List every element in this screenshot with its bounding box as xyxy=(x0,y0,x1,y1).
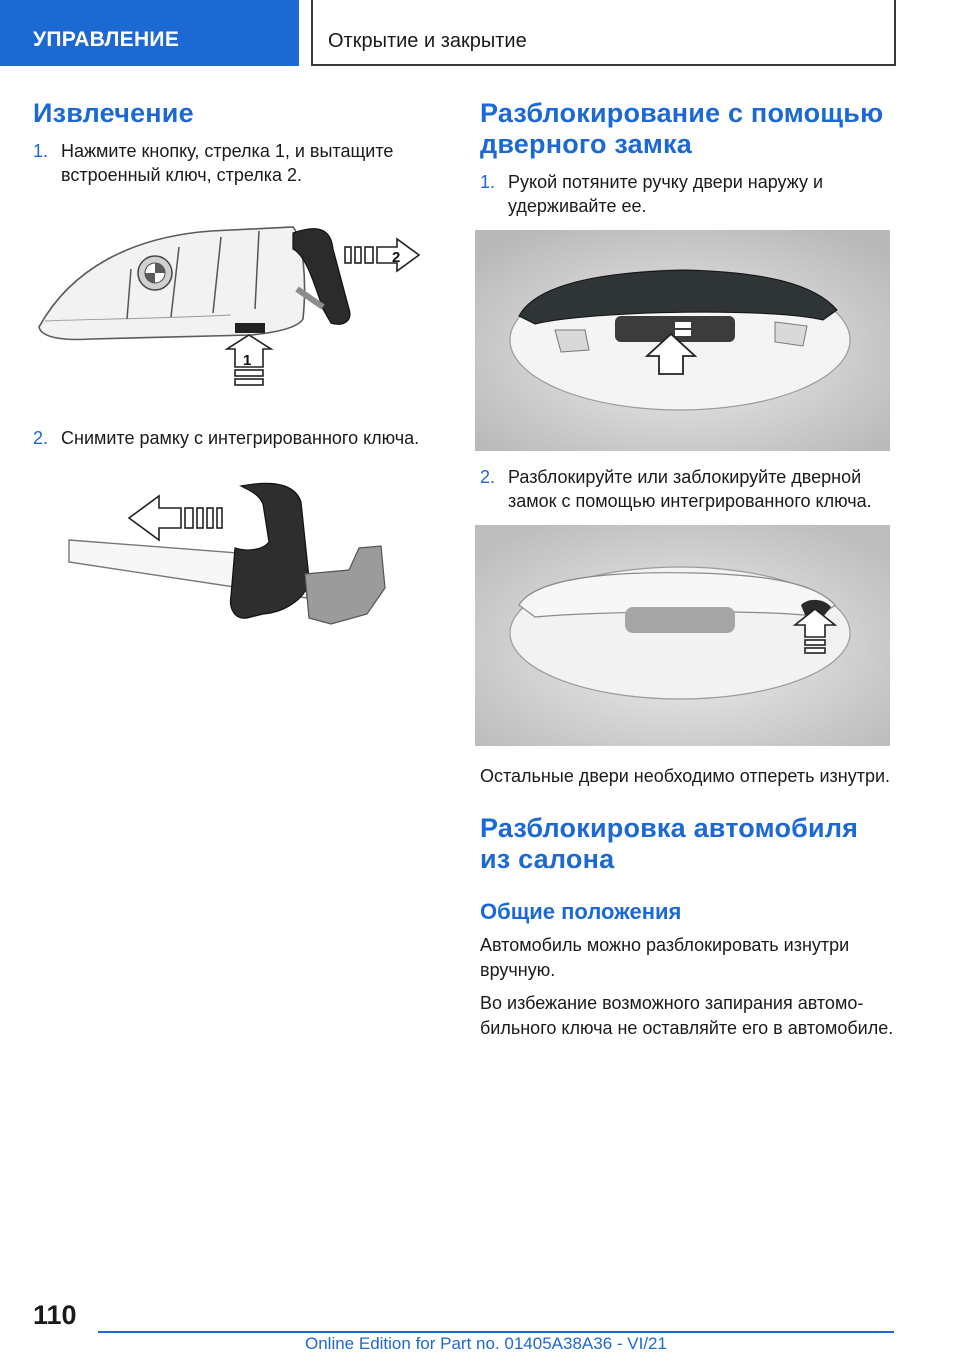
step-text: Разблокируйте или заблокируйте дверной замок с помощью интегрированного ключа. xyxy=(508,467,872,511)
heading-door-lock: Разблокирование с помощью дверного замка xyxy=(480,98,884,159)
door-step-2 xyxy=(480,465,895,513)
step-text: Снимите рамку с интегрированного ключа. xyxy=(61,428,420,448)
removal-step-1 xyxy=(33,139,448,187)
heading-removal: Извлечение xyxy=(33,98,194,128)
topic-title: Открытие и закрытие xyxy=(328,30,527,52)
paragraph-key-warning: Во избежание возможного запирания автомобильного ключа не оставляйте его в автомобиле. xyxy=(480,993,894,1038)
section-tab xyxy=(0,0,299,66)
door-handle-photo xyxy=(475,230,895,451)
step-text: Рукой потяните ручку двери наружу и удерживайте ее. xyxy=(508,172,824,216)
step-number: 1. xyxy=(480,172,496,192)
edition-info: Online Edition for Part no. 01405A38A36 - VI/21 xyxy=(305,1334,667,1353)
subheading-general: Общие положения xyxy=(480,899,682,924)
footer-divider xyxy=(98,1331,894,1333)
right-column xyxy=(480,98,895,1041)
page-header xyxy=(0,0,960,66)
step-text: Нажмите кнопку, стрелка 1, и вытащите встроенный ключ, стрелка 2. xyxy=(61,141,394,185)
topic-box xyxy=(311,0,896,66)
arrow-1-label: 1 xyxy=(243,352,252,369)
arrow-2-label: 2 xyxy=(392,249,401,266)
page-number: 110 xyxy=(33,1300,77,1330)
paragraph-manual-unlock: Автомобиль можно разблокировать изнутри вручную. xyxy=(480,935,850,980)
other-doors-note: Остальные двери необходимо отпереть изнутри. xyxy=(480,766,891,786)
door-step-1 xyxy=(480,170,895,218)
left-column xyxy=(33,98,448,648)
door-lock-photo xyxy=(475,525,895,746)
heading-interior-unlock: Разблокировка автомобиля из салона xyxy=(480,813,859,874)
key-frame-figure xyxy=(63,478,448,648)
removal-step-2 xyxy=(33,426,448,450)
step-number: 2. xyxy=(480,467,496,487)
step-number: 1. xyxy=(33,141,49,161)
key-fob-figure xyxy=(31,209,448,404)
step-number: 2. xyxy=(33,428,49,448)
section-title: УПРАВЛЕНИЕ xyxy=(33,28,180,51)
